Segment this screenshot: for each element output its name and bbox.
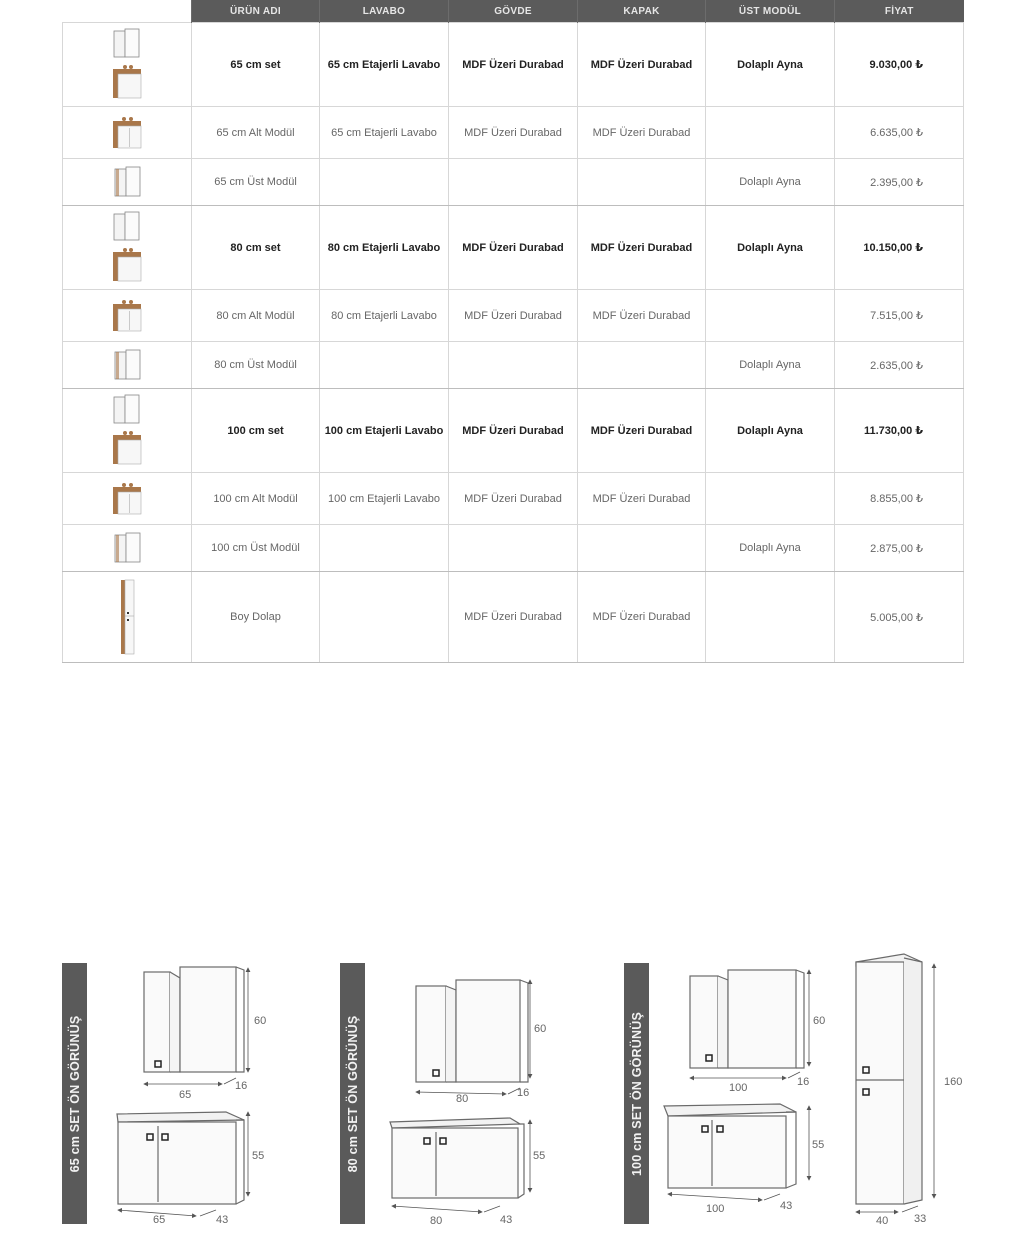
- set-80-upper-cabinet: [416, 980, 530, 1094]
- dim-100-upper-depth: 16: [797, 1076, 810, 1088]
- cell-kapak: MDF Üzeri Durabad: [578, 572, 706, 663]
- set-100-label: 100 cm SET ÖN GÖRÜNÜŞ: [624, 963, 649, 1224]
- cell-product-name: 65 cm Üst Modül: [192, 159, 320, 206]
- dim-80-lower-width: 80: [430, 1215, 443, 1227]
- cell-lavabo: 100 cm Etajerli Lavabo: [320, 389, 449, 473]
- dim-80-lower-depth: 43: [500, 1214, 513, 1226]
- set-80-label: 80 cm SET ÖN GÖRÜNÜŞ: [340, 963, 365, 1224]
- dim-boy-depth: 33: [914, 1213, 927, 1225]
- cell-kapak: MDF Üzeri Durabad: [578, 23, 706, 107]
- cell-price: 2.395,00 ₺: [835, 159, 964, 206]
- tall-cabinet-drawing: [856, 954, 934, 1212]
- cell-govde: MDF Üzeri Durabad: [449, 389, 578, 473]
- cell-price: 7.515,00 ₺: [835, 290, 964, 342]
- cell-price: 9.030,00 ₺: [835, 23, 964, 107]
- set-65-lower-cabinet: [117, 1112, 248, 1216]
- dim-100-upper-width: 100: [729, 1082, 748, 1094]
- set-65-upper-cabinet: [144, 967, 248, 1084]
- dim-boy-width: 40: [876, 1215, 889, 1227]
- cell-product-name: 100 cm set: [192, 389, 320, 473]
- dim-65-lower-height: 55: [252, 1150, 265, 1162]
- dim-80-lower-height: 55: [533, 1150, 546, 1162]
- cell-lavabo: 100 cm Etajerli Lavabo: [320, 473, 449, 525]
- cell-kapak: MDF Üzeri Durabad: [578, 107, 706, 159]
- cell-price: 8.855,00 ₺: [835, 473, 964, 525]
- cell-lavabo: 65 cm Etajerli Lavabo: [320, 107, 449, 159]
- cell-product-name: 80 cm Alt Modül: [192, 290, 320, 342]
- dim-100-lower-height: 55: [812, 1139, 825, 1151]
- dim-80-upper-depth: 16: [517, 1087, 530, 1099]
- cell-lavabo: 80 cm Etajerli Lavabo: [320, 206, 449, 290]
- cell-product-name: 65 cm Alt Modül: [192, 107, 320, 159]
- cell-ust-modul: Dolaplı Ayna: [706, 389, 835, 473]
- cell-lavabo: 80 cm Etajerli Lavabo: [320, 290, 449, 342]
- dim-65-lower-width: 65: [153, 1214, 166, 1226]
- dim-65-lower-depth: 43: [216, 1214, 229, 1226]
- header-kapak: KAPAK: [578, 0, 706, 23]
- cell-kapak: MDF Üzeri Durabad: [578, 389, 706, 473]
- cell-product-name: 80 cm set: [192, 206, 320, 290]
- cell-price: 11.730,00 ₺: [835, 389, 964, 473]
- dim-65-upper-width: 65: [179, 1089, 192, 1101]
- cell-kapak: MDF Üzeri Durabad: [578, 473, 706, 525]
- cell-product-name: 65 cm set: [192, 23, 320, 107]
- cell-govde: MDF Üzeri Durabad: [449, 107, 578, 159]
- header-ust-modul: ÜST MODÜL: [706, 0, 835, 23]
- cell-price: 2.635,00 ₺: [835, 342, 964, 389]
- dim-80-upper-width: 80: [456, 1093, 469, 1105]
- cell-kapak: MDF Üzeri Durabad: [578, 206, 706, 290]
- header-govde: GÖVDE: [449, 0, 578, 23]
- cell-lavabo: 65 cm Etajerli Lavabo: [320, 23, 449, 107]
- dim-65-upper-depth: 16: [235, 1080, 248, 1092]
- set-65-label: 65 cm SET ÖN GÖRÜNÜŞ: [62, 963, 87, 1224]
- header-lavabo: LAVABO: [320, 0, 449, 23]
- cell-price: 10.150,00 ₺: [835, 206, 964, 290]
- cell-ust-modul: Dolaplı Ayna: [706, 525, 835, 572]
- cell-ust-modul: Dolaplı Ayna: [706, 206, 835, 290]
- dim-100-lower-width: 100: [706, 1203, 725, 1215]
- cell-kapak: MDF Üzeri Durabad: [578, 290, 706, 342]
- set-80-lower-cabinet: [390, 1118, 530, 1212]
- cell-govde: MDF Üzeri Durabad: [449, 572, 578, 663]
- cell-product-name: 100 cm Alt Modül: [192, 473, 320, 525]
- cell-price: 2.875,00 ₺: [835, 525, 964, 572]
- cell-ust-modul: Dolaplı Ayna: [706, 23, 835, 107]
- cell-govde: MDF Üzeri Durabad: [449, 473, 578, 525]
- cell-price: 6.635,00 ₺: [835, 107, 964, 159]
- dim-100-upper-height: 60: [813, 1015, 826, 1027]
- cell-govde: MDF Üzeri Durabad: [449, 206, 578, 290]
- cell-product-name: Boy Dolap: [192, 572, 320, 663]
- dim-80-upper-height: 60: [534, 1023, 547, 1035]
- cell-product-name: 100 cm Üst Modül: [192, 525, 320, 572]
- set-100-lower-cabinet: [664, 1104, 809, 1200]
- dim-100-lower-depth: 43: [780, 1200, 793, 1212]
- dim-65-upper-height: 60: [254, 1015, 267, 1027]
- cell-ust-modul: Dolaplı Ayna: [706, 342, 835, 389]
- cell-price: 5.005,00 ₺: [835, 572, 964, 663]
- header-price: FİYAT: [835, 0, 964, 23]
- cell-product-name: 80 cm Üst Modül: [192, 342, 320, 389]
- set-100-upper-cabinet: [690, 970, 809, 1078]
- cell-govde: MDF Üzeri Durabad: [449, 23, 578, 107]
- cell-ust-modul: Dolaplı Ayna: [706, 159, 835, 206]
- dim-boy-height: 160: [944, 1076, 963, 1088]
- cell-govde: MDF Üzeri Durabad: [449, 290, 578, 342]
- header-product-name: ÜRÜN ADI: [192, 0, 320, 23]
